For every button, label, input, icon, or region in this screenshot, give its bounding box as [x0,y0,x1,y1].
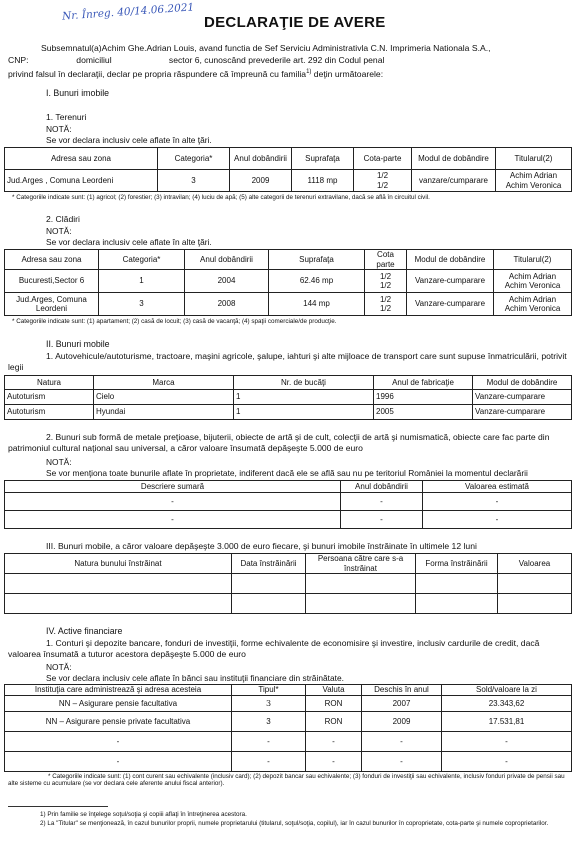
table-cell: Hyundai [94,405,234,420]
terenuri-footnote: * Categoriile indicate sunt: (1) agricol; (2) forestier; (3) intravilan; (4) luciu de apă; (5) alte categorii de terenuri extravilane, dacă se află în circuitul civil. [12,194,430,201]
table-cell: - [306,752,362,772]
metale-nota-text: Se vor menţiona toate bunurile aflate în proprietate, indiferent dacă ele se află sau nu pe teritoriul României la momentul declarării [46,468,528,478]
col-header: Valuta [306,685,362,696]
instrainari-table [4,553,572,614]
table-cell [498,594,572,614]
footnote-1: 1) Prin familie se înţelege soţul/soţia şi copiii aflaţi în întreţinerea acestora. [40,811,247,818]
table-cell: - [442,732,572,752]
table-row [5,712,572,732]
table-cell: 1/2 1/2 [365,270,407,293]
table-cell: - [306,732,362,752]
table-cell: 1 [234,390,374,405]
table-row [5,390,572,405]
col-header: Nr. de bucăţi [234,376,374,390]
col-header: Categoria* [158,148,230,170]
table-cell: 2008 [185,293,269,316]
table-cell: - [362,732,442,752]
col-header: Adresa sau zona [5,250,99,270]
table-cell: 2005 [374,405,473,420]
table-cell: 2004 [185,270,269,293]
table-cell: Jud.Arges, Comuna Leordeni [5,293,99,316]
terenuri-nota: NOTĂ: [46,124,72,134]
conturi-table [4,684,572,772]
table-row [5,270,572,293]
table-cell: 144 mp [269,293,365,316]
metale-title: 2. Bunuri sub formă de metale preţioase, bijuterii, obiecte de artă şi de cult, colecţii de artă şi numismatică, obiecte care fac parte din patrimoniul cultural naţional sau universal, a căror valoare însumată depăşeşte 5.000 de euro [8,432,550,453]
table-cell: RON [306,712,362,732]
col-header: Modul de dobândire [473,376,572,390]
table-cell: Jud.Arges , Comuna Leordeni [5,170,158,192]
table-cell: Achim Adrian Achim Veronica [496,170,572,192]
col-header: Titularul(2) [494,250,572,270]
table-cell: 1/2 1/2 [354,170,412,192]
table-cell: 3 [99,293,185,316]
table-cell: 3 [158,170,230,192]
table-cell [5,574,232,594]
page-title: DECLARAŢIE DE AVERE [204,14,386,31]
col-header: Modul de dobândire [412,148,496,170]
terenuri-title: 1. Terenuri [46,112,87,122]
terenuri-nota-text: Se vor declara inclusiv cele aflate în alte ţări. [46,135,212,145]
handwritten-registration-number: Nr. Înreg. 40/14.06.2021 [61,1,195,23]
table-cell: - [423,493,572,511]
table-cell: - [362,752,442,772]
cladiri-title: 2. Clădiri [46,214,80,224]
table-cell: - [5,493,341,511]
table-cell [306,574,416,594]
conturi-footnote: * Categoriile indicate sunt: (1) cont curent sau echivalente (inclusiv card); (2) depozit bancar sau echivalente; (3) fonduri de investiţii sau echivalente, inclusiv fonduri private de pensii sau alte sisteme cu acumulare (se vor declara cele aferente anului fiscal anterior). [8,773,565,788]
table-row [5,405,572,420]
table-cell: - [232,752,306,772]
conturi-title: 1. Conturi şi depozite bancare, fonduri de investiţii, forme echivalente de economisire şi investire, inclusiv cardurile de credit, dacă valoarea însumată a tuturor acestora depăşeşte 5.000 de euro [8,638,540,659]
col-header: Tipul* [232,685,306,696]
footnote-divider [8,806,108,807]
table-cell: Cielo [94,390,234,405]
table-cell [498,574,572,594]
table-cell: RON [306,696,362,712]
table-cell: Achim Adrian Achim Veronica [494,270,572,293]
table-cell: NN – Asigurare pensie facultativa [5,696,232,712]
table-cell: - [232,732,306,752]
col-header: Suprafaţa [269,250,365,270]
col-header: Instituţia care administrează şi adresa acesteia [5,685,232,696]
auto-title: 1. Autovehicule/autoturisme, tractoare, maşini agricole, şalupe, iahturi şi alte mijloace de transport care sunt supuse înmatriculării, potrivit legii [8,351,567,372]
intro-line-3-end: deţin următoarele: [311,68,384,79]
table-cell: - [5,511,341,529]
table-cell: 3 [232,712,306,732]
table-cell [5,594,232,614]
table-cell: 2009 [362,712,442,732]
table-cell: 1118 mp [292,170,354,192]
table-cell: Bucuresti,Sector 6 [5,270,99,293]
footnote-2: 2) La "Titular" se menţionează, în cazul bunurilor proprii, numele proprietarului (titularul, soţul/soţia, copilul), iar în cazul bunurilor în coproprietate, cota-parte şi numele coproprietarilor. [40,820,549,827]
intro-line-1: Subsemnatul(a)Achim Ghe.Adrian Louis, avand functia de Sef Serviciu Administrativla C.N. Imprimeria Nationala S.A., [41,43,491,53]
table-cell: NN – Asigurare pensie private facultativa [5,712,232,732]
intro-sup: 1) [306,69,312,75]
cladiri-nota: NOTĂ: [46,226,72,236]
metale-table [4,480,572,529]
table-row [5,696,572,712]
section-3-title: III. Bunuri mobile, a căror valoare depăşeşte 3.000 de euro fiecare, şi bunuri imobile înstrăinate în ultimele 12 luni [46,541,477,551]
terenuri-table [4,147,572,192]
table-cell: 62.46 mp [269,270,365,293]
table-cell: Vanzare-cumparare [407,270,494,293]
table-cell: 2007 [362,696,442,712]
col-header: Anul de fabricaţie [374,376,473,390]
col-header: Descriere sumară [5,481,341,493]
intro-line-2: CNP: domiciliul sector 6, cunoscând prevederile art. 292 din Codul penal [8,55,385,65]
table-cell: Autoturism [5,405,94,420]
table-cell [306,594,416,614]
table-row [5,752,572,772]
col-header: Marca [94,376,234,390]
col-header: Valoarea [498,554,572,574]
col-header: Cota parte [365,250,407,270]
col-header: Titularul(2) [496,148,572,170]
table-row [5,732,572,752]
col-header: Anul dobândirii [230,148,292,170]
table-cell: 1 [99,270,185,293]
table-cell: vanzare/cumparare [412,170,496,192]
table-cell [232,594,306,614]
cladiri-footnote: * Categoriile indicate sunt: (1) apartament; (2) casă de locuit; (3) casă de vacanţă; (4) spaţii comerciale/de producţie. [12,318,337,325]
table-cell: - [5,732,232,752]
col-header: Anul dobândirii [341,481,423,493]
table-cell: 1996 [374,390,473,405]
table-cell: - [341,493,423,511]
table-row [5,493,572,511]
table-row [5,511,572,529]
table-cell: Vanzare-cumparare [407,293,494,316]
cladiri-table [4,249,572,316]
table-row [5,574,572,594]
table-cell: Autoturism [5,390,94,405]
table-row [5,170,572,192]
cladiri-nota-text: Se vor declara inclusiv cele aflate în alte ţări. [46,237,212,247]
conturi-nota-text: Se vor declara inclusiv cele aflate în bănci sau instituţii financiare din străinătate. [46,673,344,683]
col-header: Categoria* [99,250,185,270]
col-header: Forma înstrăinării [416,554,498,574]
table-cell: Vanzare-cumparare [473,390,572,405]
table-cell [232,574,306,594]
table-cell: Achim Adrian Achim Veronica [494,293,572,316]
table-cell: - [341,511,423,529]
col-header: Modul de dobândire [407,250,494,270]
table-row [5,594,572,614]
col-header: Deschis în anul [362,685,442,696]
section-4-title: IV. Active financiare [46,626,123,636]
table-cell [416,594,498,614]
table-cell: 1 [234,405,374,420]
table-cell: 3 [232,696,306,712]
col-header: Suprafaţa [292,148,354,170]
col-header: Valoarea estimată [423,481,572,493]
table-cell: - [442,752,572,772]
col-header: Data înstrăinării [232,554,306,574]
table-row [5,293,572,316]
col-header: Anul dobândirii [185,250,269,270]
table-cell: - [423,511,572,529]
col-header: Natura bunului înstrăinat [5,554,232,574]
table-cell: - [5,752,232,772]
conturi-nota: NOTĂ: [46,662,72,672]
table-cell: 1/2 1/2 [365,293,407,316]
table-cell [416,574,498,594]
col-header: Sold/valoare la zi [442,685,572,696]
section-1-title: I. Bunuri imobile [46,88,110,98]
col-header: Natura [5,376,94,390]
table-cell: Vanzare-cumparare [473,405,572,420]
col-header: Persoana către care s-a înstrăinat [306,554,416,574]
auto-table [4,375,572,420]
intro-line-3-text: privind falsul în declaraţii, declar pe propria răspundere că împreună cu familia [8,68,307,79]
section-2-title: II. Bunuri mobile [46,339,110,349]
metale-nota: NOTĂ: [46,457,72,467]
table-cell: 17.531,81 [442,712,572,732]
col-header: Cota-parte [354,148,412,170]
table-cell: 2009 [230,170,292,192]
col-header: Adresa sau zona [5,148,158,170]
intro-line-3 [8,67,383,79]
table-cell: 23.343,62 [442,696,572,712]
